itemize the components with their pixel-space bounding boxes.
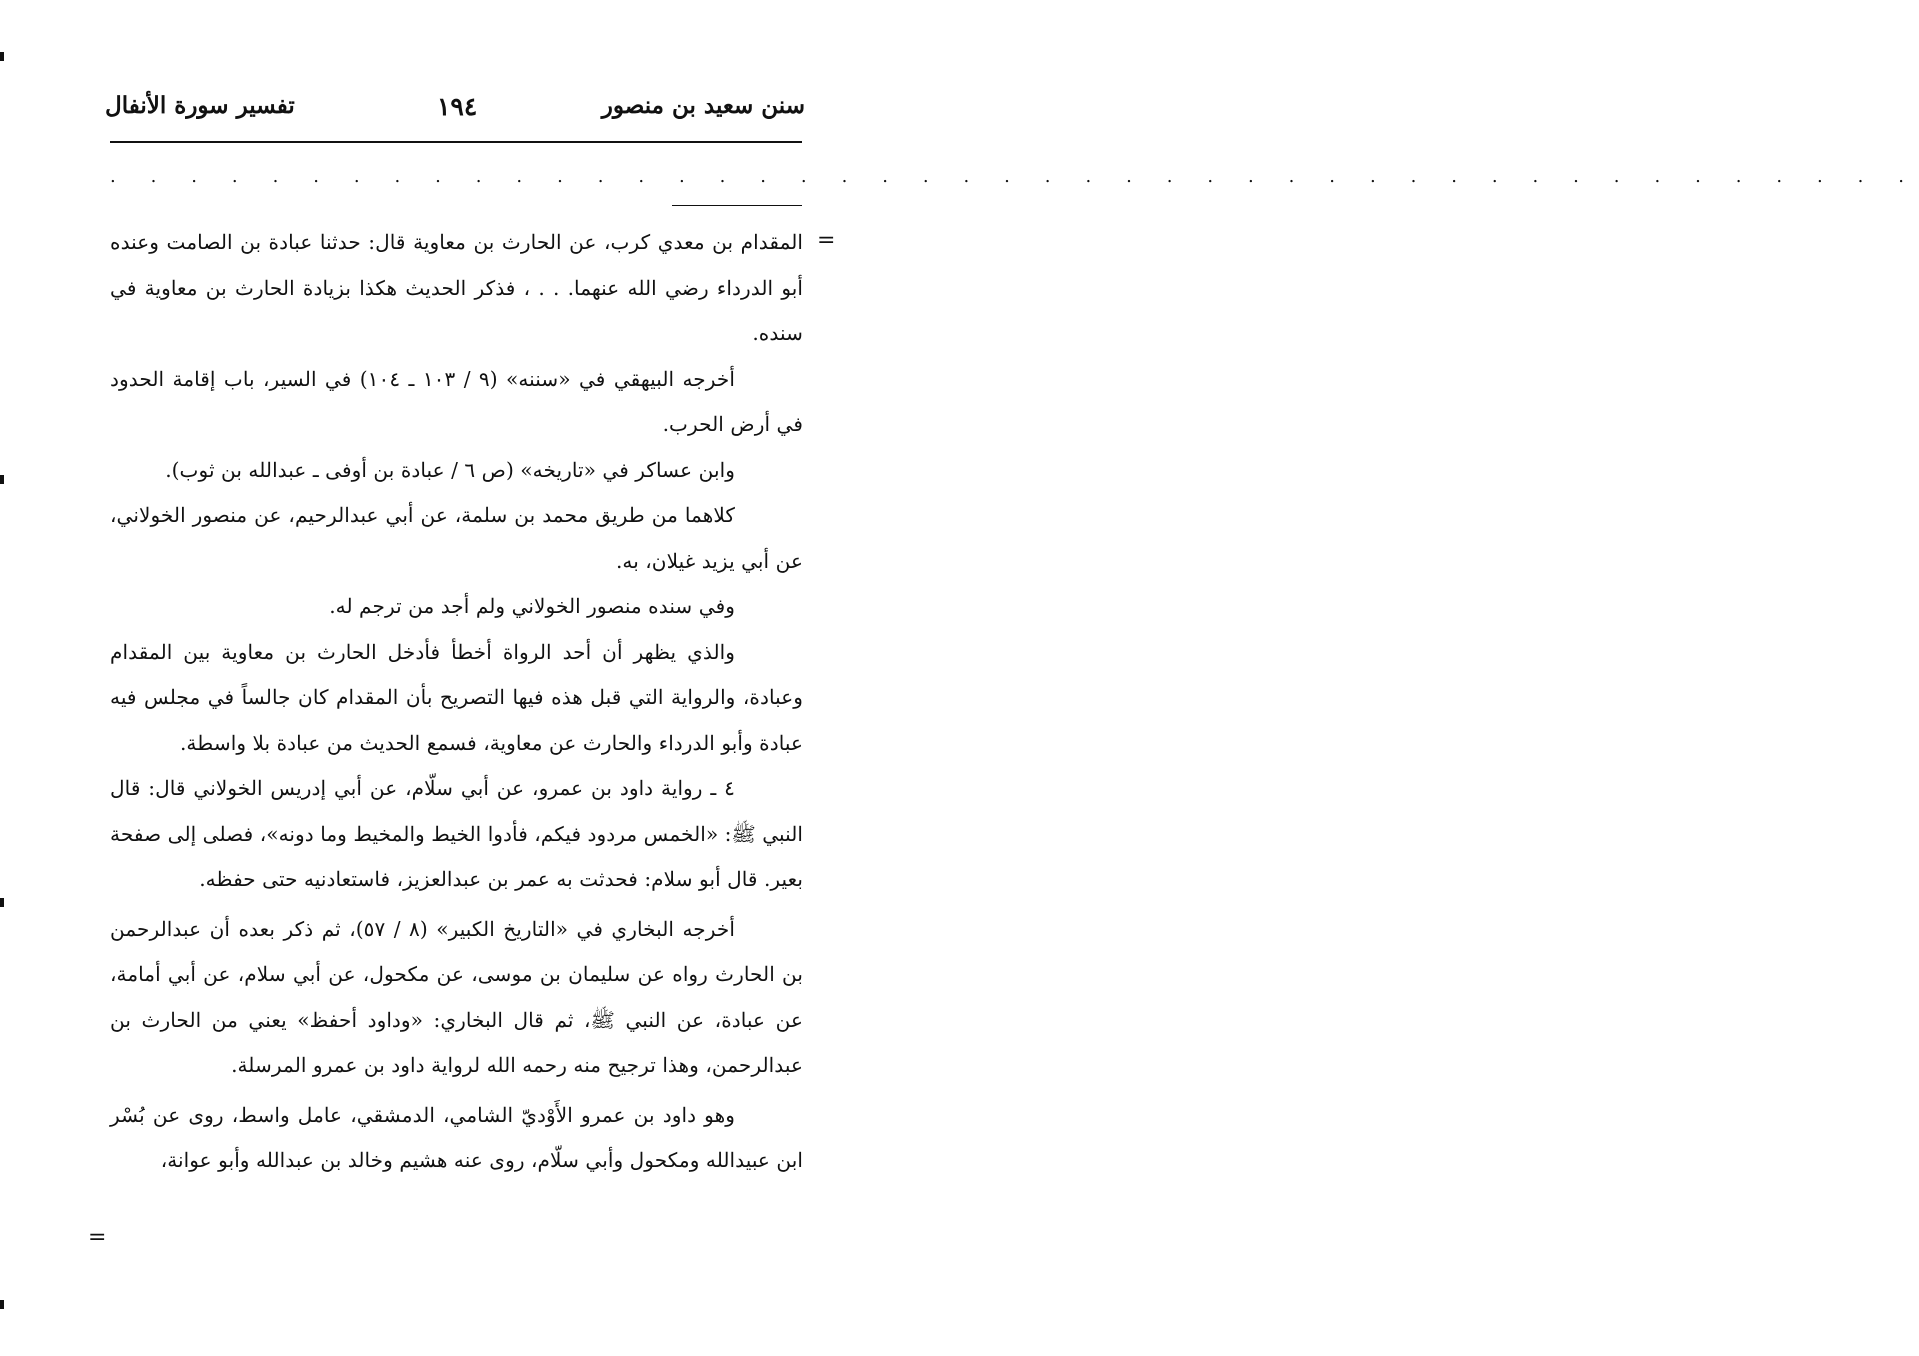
paragraph: أخرجه البخاري في «التاريخ الكبير» (٨ / ٥٧)، ثم ذكر بعده أن عبدالرحمن بن الحارث رواه عن سليمان بن موسى، عن مكحول، عن أبي سلام، عن أبي أمامة، عن عبادة، عن النبي ﷺ، ثم قال البخاري: «وداود أحفظ» يعني من الحارث بن عبدالرحمن، وهذا ترجيح منه رحمه الله لرواية داود بن عمرو المرسلة. — [110, 916, 803, 1077]
paragraph: وفي سنده منصور الخولاني ولم أجد من ترجم له. — [329, 594, 735, 618]
continuation-mark-top: = — [817, 228, 836, 253]
paragraph: المقدام بن معدي كرب، عن الحارث بن معاوية قال: حدثنا عبادة بن الصامت وعنده أبو الدرداء رضي الله عنهما. . . ، فذكر الحديث هكذا بزيادة الحارث بن معاوية في سنده. — [110, 230, 803, 345]
paragraph: وهو داود بن عمرو الأَوْديّ الشامي، الدمشقي، عامل واسط، روى عن بُسْر ابن عبيدالله ومكحول وأبي سلّام، روى عنه هشيم وخالد بن عبدالله وأبو عوانة، — [110, 1102, 803, 1172]
paragraph: والذي يظهر أن أحد الرواة أخطأ فأدخل الحارث بن معاوية بين المقدام وعبادة، والرواية التي قبل هذه فيها التصريح بأن المقدام كان جالساً في مجلس فيه عبادة وأبو الدرداء والحارث عن معاوية، فسمع الحديث من عبادة بلا واسطة. — [110, 639, 803, 755]
dotted-separator: . . . . . . . . . . . . . . . . . . . . . . . . . . . . . . . . . . . . . . . . . . . . . — [110, 166, 1919, 187]
paragraph: ٤ ـ رواية داود بن عمرو، عن أبي سلّام، عن أبي إدريس الخولاني قال: قال النبي ﷺ: «الخمس مردود فيكم، فأدوا الخيط والمخيط وما دونه»، فصلى إلى صفحة بعير. قال أبو سلام: فحدثت به عمر بن عبدالعزيز، فاستعادنيه حتى حفظه. — [110, 776, 803, 891]
page-number: ١٩٤ — [437, 92, 478, 121]
header-rule — [110, 141, 802, 143]
footnote-rule — [672, 205, 802, 206]
paragraph: وابن عساكر في «تاريخه» (ص ٦ / عبادة بن أوفى ـ عبدالله بن ثوب). — [165, 457, 735, 482]
continuation-mark-bottom: = — [88, 1225, 107, 1250]
chapter-title: تفسير سورة الأنفال — [105, 92, 295, 119]
scan-edge-mark — [0, 1300, 4, 1309]
paragraph: كلاهما من طريق محمد بن سلمة، عن أبي عبدالرحيم، عن منصور الخولاني، عن أبي يزيد غيلان، به. — [110, 503, 803, 573]
scan-edge-mark — [0, 475, 4, 484]
running-header — [105, 92, 805, 132]
scan-edge-mark — [0, 52, 4, 61]
book-title: سنن سعيد بن منصور — [601, 92, 805, 119]
paragraph: أخرجه البيهقي في «سننه» (٩ / ١٠٣ ـ ١٠٤) في السير، باب إقامة الحدود في أرض الحرب. — [110, 366, 803, 436]
footnote-body — [110, 220, 803, 1184]
scan-edge-mark — [0, 898, 4, 907]
